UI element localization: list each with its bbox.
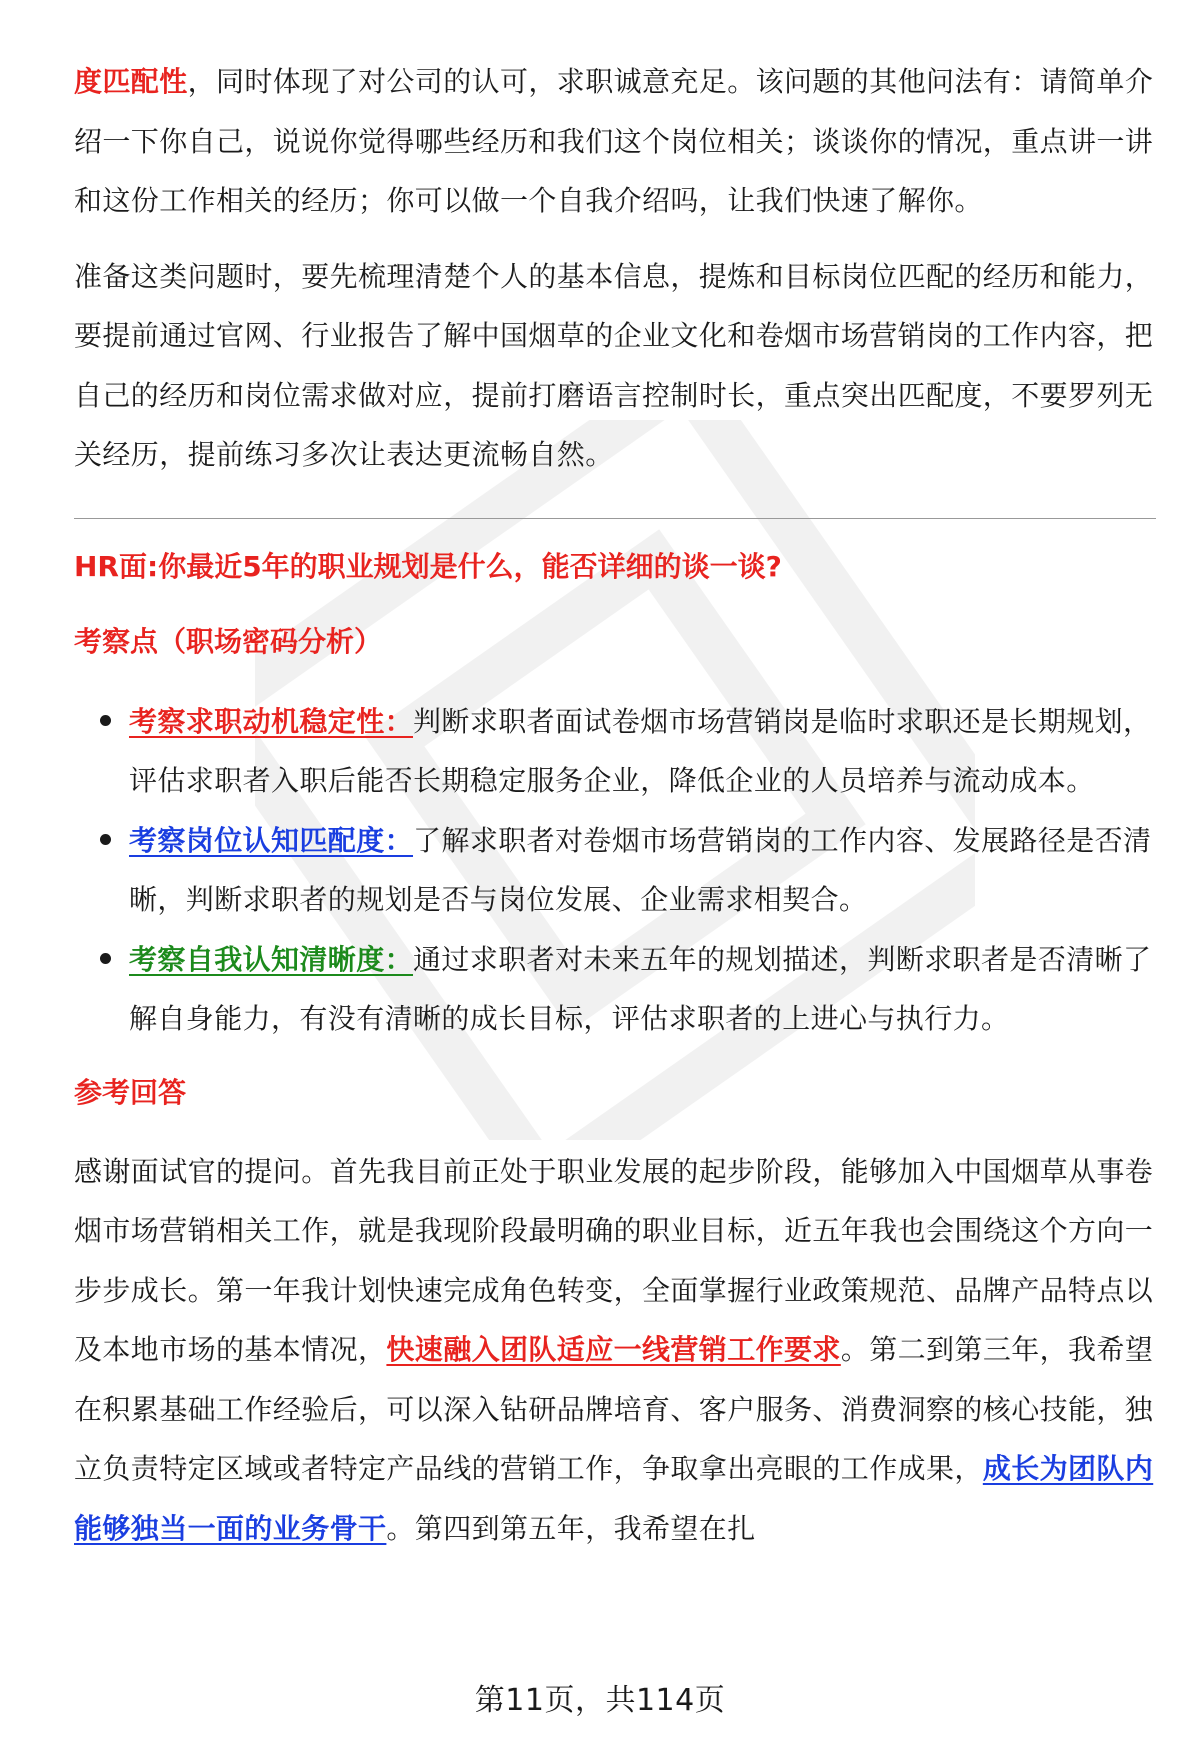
answer-highlight-1: 快速融入团队适应一线营销工作要求 <box>386 1333 841 1366</box>
intro-paragraph-2: 准备这类问题时，要先梳理清楚个人的基本信息，提炼和目标岗位匹配的经历和能力，要提前通过官网、行业报告了解中国烟草的企业文化和卷烟市场营销岗的工作内容，把自己的经历和岗位需求做对应，提前打磨语言控制时长，重点突出匹配度，不要罗列无关经历，提前练习多次让表达更流畅自然。 <box>74 259 1154 471</box>
highlight-match-degree: 度匹配性 <box>74 65 188 98</box>
point-label: 考察岗位认知匹配度： <box>129 823 414 857</box>
intro-paragraph-1 <box>74 52 1156 231</box>
points-heading: 考察点（职场密码分析） <box>74 624 383 658</box>
answer-text-1: 感谢面试官的提问。首先我目前正处于职业发展的起步阶段，能够加入中国烟草从事卷烟市场营销相关工作，就是我现阶段最明确的职业目标，近五年我也会围绕这个方向一步步成长。第一年我计划快速完成角色转变，全面掌握行业政策规范、品牌产品特点以及本地市场的基本情况， <box>74 1154 1154 1366</box>
answer-text-3: 。第四到第五年，我希望在扎 <box>386 1511 756 1545</box>
list-item <box>74 692 1156 811</box>
answer-text-2: 。第二到第三年，我希望在积累基础工作经验后，可以深入钻研品牌培育、客户服务、消费洞察的核心技能，独立负责特定区域或者特定产品线的营销工作，争取拿出亮眼的工作成果， <box>74 1333 1154 1485</box>
answer-heading: 参考回答 <box>74 1075 187 1109</box>
bullet-dot <box>100 715 111 726</box>
answer-highlight-2: 成长为团队内能够独当一面的业务骨干 <box>74 1452 1154 1545</box>
points-list <box>74 692 1156 1049</box>
question-heading: HR面:你最近5年的职业规划是什么，能否详细的谈一谈? <box>74 549 782 583</box>
point-text: 通过求职者对未来五年的规划描述，判断求职者是否清晰了解自身能力，有没有清晰的成长目标，评估求职者的上进心与执行力。 <box>129 942 1152 1035</box>
intro-paragraph-1-text: ，同时体现了对公司的认可，求职诚意充足。该问题的其他问法有：请简单介绍一下你自己，说说你觉得哪些经历和我们这个岗位相关；谈谈你的情况，重点讲一讲和这份工作相关的经历；你可以做一个自我介绍吗，让我们快速了解你。 <box>74 65 1154 217</box>
answer-paragraph <box>74 1142 1156 1559</box>
point-label: 考察求职动机稳定性： <box>129 704 414 738</box>
point-text: 判断求职者面试卷烟市场营销岗是临时求职还是长期规划，评估求职者入职后能否长期稳定服务企业，降低企业的人员培养与流动成本。 <box>129 704 1152 797</box>
section-divider <box>74 518 1156 519</box>
bullet-dot <box>100 953 111 964</box>
list-item <box>74 811 1156 930</box>
point-text: 了解求职者对卷烟市场营销岗的工作内容、发展路径是否清晰，判断求职者的规划是否与岗位发展、企业需求相契合。 <box>129 823 1152 916</box>
point-label: 考察自我认知清晰度： <box>129 942 414 976</box>
bullet-dot <box>100 834 111 845</box>
document-page <box>74 52 1156 1558</box>
list-item <box>74 930 1156 1049</box>
page-number: 第11页，共114页 <box>474 1683 726 1718</box>
